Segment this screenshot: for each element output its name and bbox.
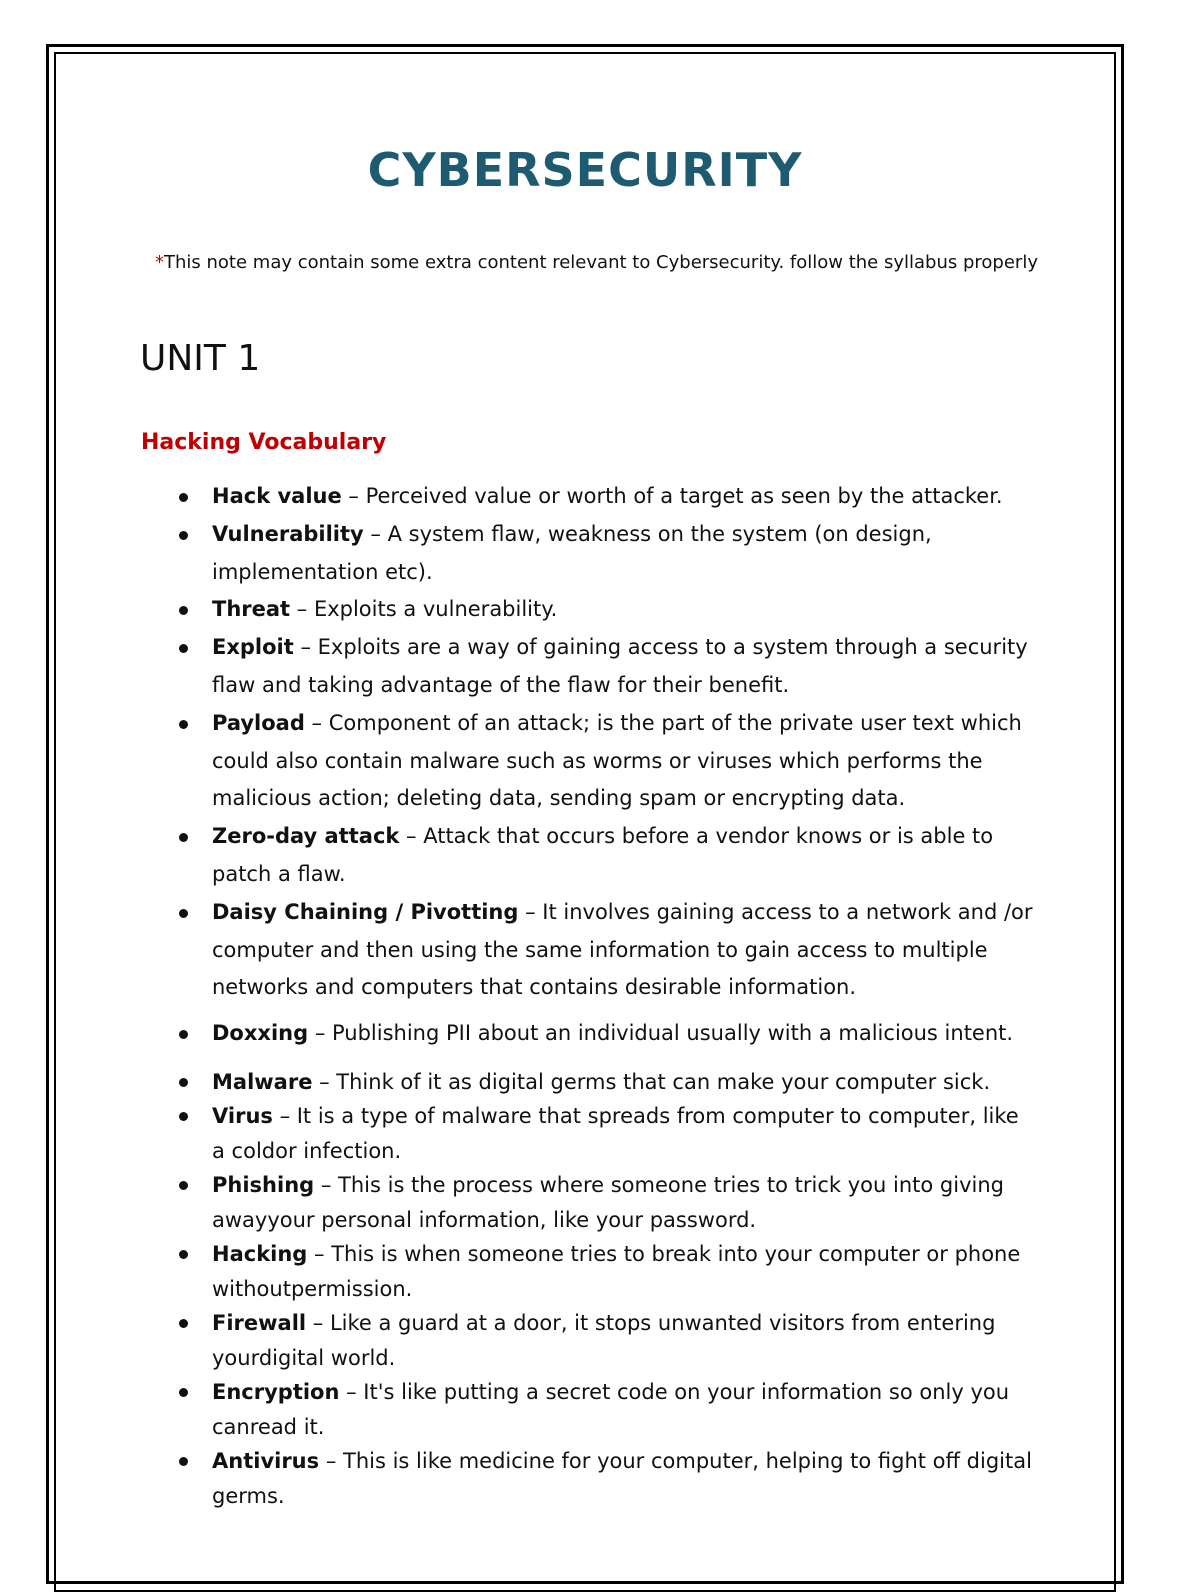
term: Firewall bbox=[212, 1311, 307, 1336]
bullet-icon bbox=[179, 833, 188, 842]
term: Exploit bbox=[212, 635, 294, 660]
list-item bbox=[176, 1065, 1036, 1100]
list-item bbox=[176, 516, 1036, 592]
section-heading-hacking-vocabulary: Hacking Vocabulary bbox=[141, 430, 387, 455]
definition: – It is a type of malware that spreads from computer to computer, like a coldor infection. bbox=[212, 1104, 1019, 1163]
list-item bbox=[176, 818, 1036, 894]
definition: – It involves gaining access to a network and /or computer and then using the same information to gain access to multiple networks and computers that contains desirable information. bbox=[212, 899, 1033, 1000]
bullet-icon bbox=[179, 1181, 188, 1190]
term: Daisy Chaining / Pivotting bbox=[212, 899, 519, 924]
term: Doxxing bbox=[212, 1021, 309, 1046]
list-item bbox=[176, 705, 1036, 818]
list-item bbox=[176, 1375, 1036, 1444]
list-item bbox=[176, 894, 1036, 1007]
bullet-icon bbox=[179, 1112, 188, 1121]
definition: – This is like medicine for your computer, helping to fight off digital germs. bbox=[212, 1449, 1032, 1508]
list-item bbox=[176, 591, 1036, 629]
bullet-icon bbox=[179, 531, 188, 540]
term: Payload bbox=[212, 710, 305, 735]
vocabulary-list bbox=[176, 478, 1036, 1513]
term: Virus bbox=[212, 1104, 273, 1129]
list-item bbox=[176, 1444, 1036, 1513]
list-item bbox=[176, 1168, 1036, 1237]
term: Malware bbox=[212, 1069, 313, 1094]
bullet-icon bbox=[179, 1078, 188, 1087]
definition: – Component of an attack; is the part of the private user text which could also contain malware such as worms or viruses which performs the malicious action; deleting data, sending spam or encrypting data. bbox=[212, 710, 1022, 811]
bullet-icon bbox=[179, 1457, 188, 1466]
list-item bbox=[176, 1015, 1036, 1053]
list-item bbox=[176, 1099, 1036, 1168]
list-item bbox=[176, 1237, 1036, 1306]
list-item bbox=[176, 478, 1036, 516]
definition: – This is when someone tries to break into your computer or phone withoutpermission. bbox=[212, 1242, 1021, 1301]
bullet-icon bbox=[179, 606, 188, 615]
term: Vulnerability bbox=[212, 521, 364, 546]
definition: – A system flaw, weakness on the system (on design, implementation etc). bbox=[212, 521, 932, 584]
bullet-icon bbox=[179, 909, 188, 918]
definition: – Publishing PII about an individual usually with a malicious intent. bbox=[308, 1021, 1014, 1046]
bullet-icon bbox=[179, 1319, 188, 1328]
document-title: CYBERSECURITY bbox=[367, 143, 803, 197]
bullet-icon bbox=[179, 1030, 188, 1039]
list-item bbox=[176, 1306, 1036, 1375]
term: Hack value bbox=[212, 484, 342, 508]
term: Zero-day attack bbox=[212, 824, 400, 849]
bullet-icon bbox=[179, 644, 188, 653]
definition: – This is the process where someone tries to trick you into giving awayyour personal information, like your password. bbox=[212, 1173, 1004, 1232]
definition: – Think of it as digital germs that can make your computer sick. bbox=[312, 1069, 991, 1094]
definition: – Exploits are a way of gaining access to a system through a security flaw and taking advantage of the flaw for their benefit. bbox=[212, 635, 1028, 697]
note-asterisk: * bbox=[155, 252, 164, 273]
bullet-icon bbox=[179, 1388, 188, 1397]
term: Phishing bbox=[212, 1173, 315, 1198]
definition: – Like a guard at a door, it stops unwanted visitors from entering yourdigital world. bbox=[212, 1311, 996, 1370]
definition: – Exploits a vulnerability. bbox=[290, 597, 558, 622]
term: Encryption bbox=[212, 1380, 340, 1405]
definition: – It's like putting a secret code on your information so only you canread it. bbox=[212, 1380, 1010, 1439]
list-item bbox=[176, 629, 1036, 705]
note-text: This note may contain some extra content relevant to Cybersecurity. follow the syllabus properly bbox=[164, 252, 1038, 273]
unit-heading: UNIT 1 bbox=[140, 338, 261, 379]
syllabus-note bbox=[155, 252, 1038, 273]
definition: – Attack that occurs before a vendor knows or is able to patch a flaw. bbox=[212, 824, 994, 886]
bullet-icon bbox=[179, 493, 188, 502]
term: Antivirus bbox=[212, 1449, 320, 1474]
bullet-icon bbox=[179, 1250, 188, 1259]
term: Hacking bbox=[212, 1242, 308, 1267]
term: Threat bbox=[212, 597, 291, 622]
bullet-icon bbox=[179, 720, 188, 729]
definition: – Perceived value or worth of a target as seen by the attacker. bbox=[341, 484, 1003, 508]
